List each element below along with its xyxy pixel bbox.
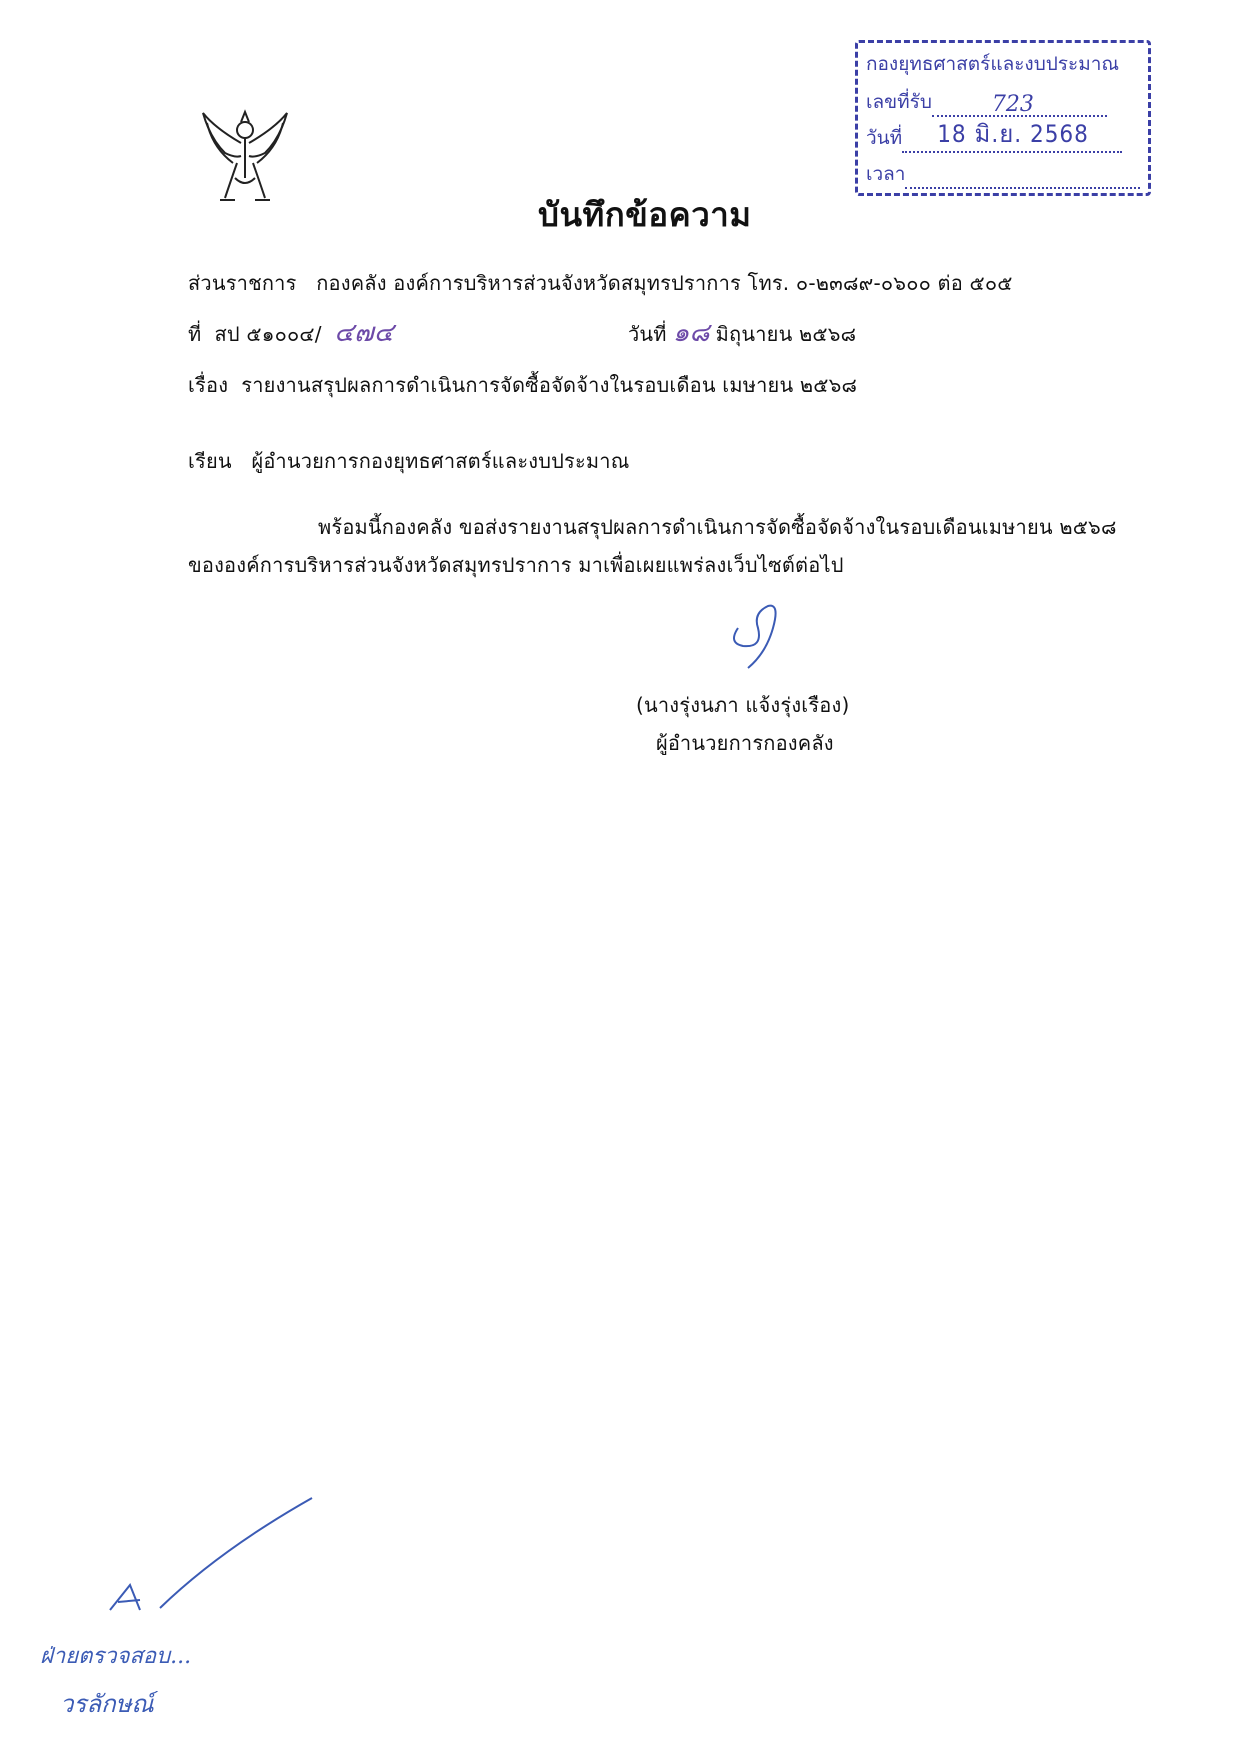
stamp-receipt-label: เลขที่รับ <box>866 91 932 113</box>
date-handwritten-day: ๑๘ <box>672 318 710 348</box>
date-label: วันที่ <box>628 322 667 346</box>
stamp-time-label: เวลา <box>866 163 906 185</box>
handwritten-initial-mark <box>100 1490 320 1620</box>
date-line <box>628 320 856 347</box>
signature-scribble <box>718 598 788 678</box>
ref-value: สป ๕๑๐๐๔/ <box>214 322 322 346</box>
stamp-date-value: 18 มิ.ย. 2568 <box>937 120 1089 148</box>
document-title: บันทึกข้อความ <box>538 195 752 234</box>
to-value: ผู้อำนวยการกองยุทธศาสตร์และงบประมาณ <box>251 449 630 473</box>
ref-handwritten-number: ๔๗๔ <box>334 318 394 348</box>
stamp-date-label: วันที่ <box>866 127 903 149</box>
agency-line <box>188 270 1013 296</box>
stamp-receipt-number: 723 <box>991 92 1034 117</box>
ref-label: ที่ <box>188 322 202 346</box>
body-paragraph-line-2: ขององค์การบริหารส่วนจังหวัดสมุทรปราการ มาเพื่อเผยแพร่ลงเว็บไซต์ต่อไป <box>188 553 844 577</box>
garuda-emblem <box>195 108 295 208</box>
subject-label: เรื่อง <box>188 373 229 397</box>
stamp-org: กองยุทธศาสตร์และงบประมาณ <box>866 53 1120 75</box>
signatory-position: ผู้อำนวยการกองคลัง <box>656 731 834 755</box>
addressee-line <box>188 448 630 474</box>
body-paragraph-line-1: พร้อมนี้กองคลัง ขอส่งรายงานสรุปผลการดำเนินการจัดซื้อจัดจ้างในรอบเดือนเมษายน ๒๕๖๘ <box>318 515 1117 539</box>
reference-line <box>188 320 394 347</box>
agency-value: กองคลัง องค์การบริหารส่วนจังหวัดสมุทรปราการ โทร. ๐-๒๓๘๙-๐๖๐๐ ต่อ ๕๐๕ <box>316 271 1013 295</box>
handwritten-note-line-2: วรลักษณ์ <box>60 1690 154 1718</box>
agency-label: ส่วนราชการ <box>188 271 297 295</box>
subject-value: รายงานสรุปผลการดำเนินการจัดซื้อจัดจ้างในรอบเดือน เมษายน ๒๕๖๘ <box>241 373 858 397</box>
handwritten-note-line-1: ฝ่ายตรวจสอบ... <box>40 1644 192 1669</box>
to-label: เรียน <box>188 449 232 473</box>
subject-line <box>188 372 857 398</box>
date-value: มิถุนายน ๒๕๖๘ <box>715 322 857 346</box>
receipt-stamp <box>855 40 1151 196</box>
signatory-name: (นางรุ่งนภา แจ้งรุ่งเรือง) <box>636 693 850 717</box>
